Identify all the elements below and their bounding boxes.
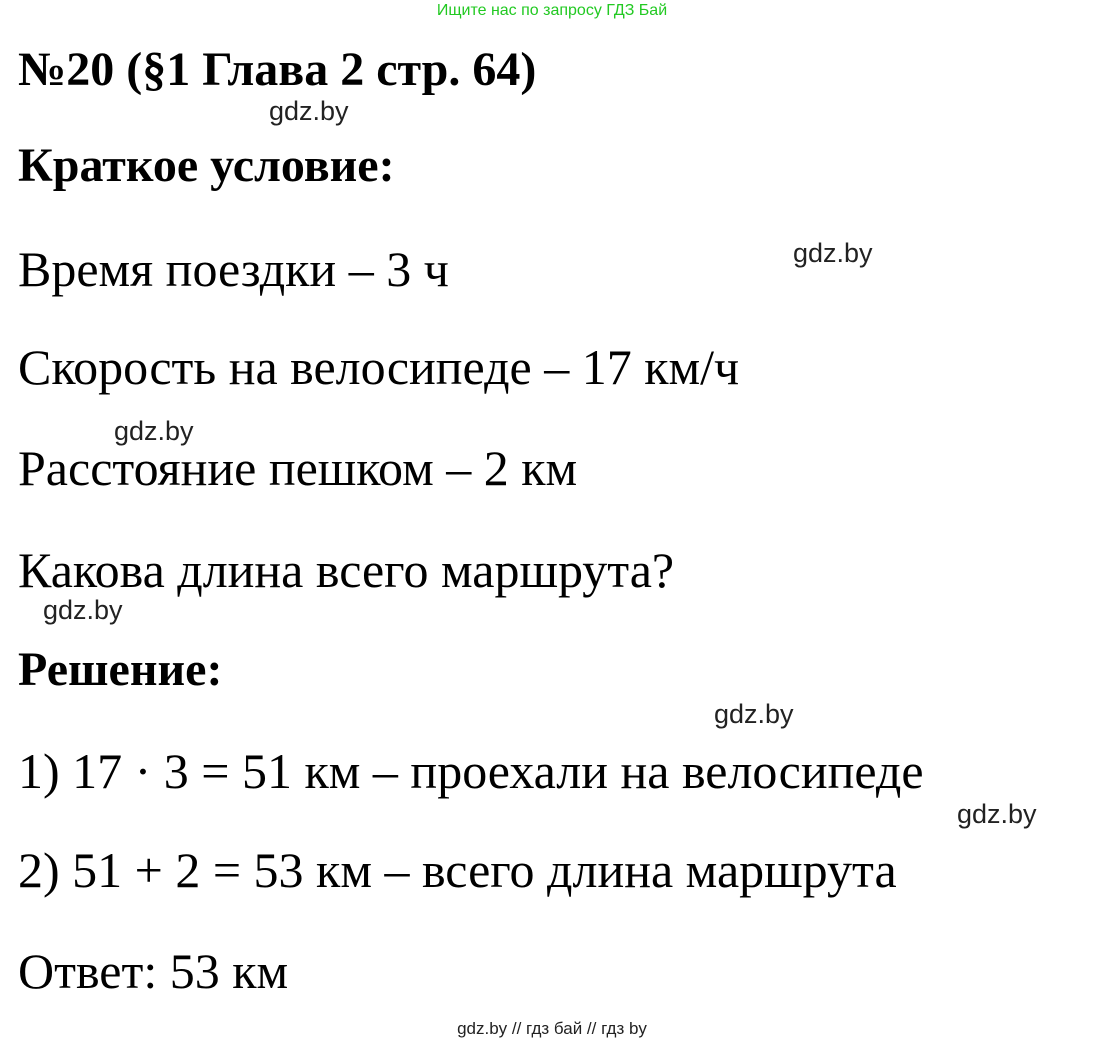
condition-speed: Скорость на велосипеде – 17 км/ч [18,339,740,395]
solution-step-1: 1) 17 · 3 = 51 км – проехали на велосипеде [18,743,924,799]
watermark: gdz.by [957,799,1037,829]
watermark: gdz.by [43,595,123,625]
condition-time: Время поездки – 3 ч [18,241,449,297]
condition-question: Какова длина всего маршрута? [18,542,675,598]
solution-step-2: 2) 51 + 2 = 53 км – всего длина маршрута [18,842,897,898]
watermark: gdz.by [714,699,794,729]
watermark: gdz.by [114,416,194,446]
condition-walk-distance: Расстояние пешком – 2 км [18,440,578,496]
condition-heading: Краткое условие: [18,139,395,192]
watermark: gdz.by [793,238,873,268]
solution-heading: Решение: [18,643,223,696]
search-banner: Ищите нас по запросу ГДЗ Бай [436,2,668,19]
watermark: gdz.by [269,96,349,126]
answer: Ответ: 53 км [18,943,289,999]
task-title: №20 (§1 Глава 2 стр. 64) [18,43,537,96]
footer-watermark: gdz.by // гдз бай // гдз by [457,1019,647,1038]
